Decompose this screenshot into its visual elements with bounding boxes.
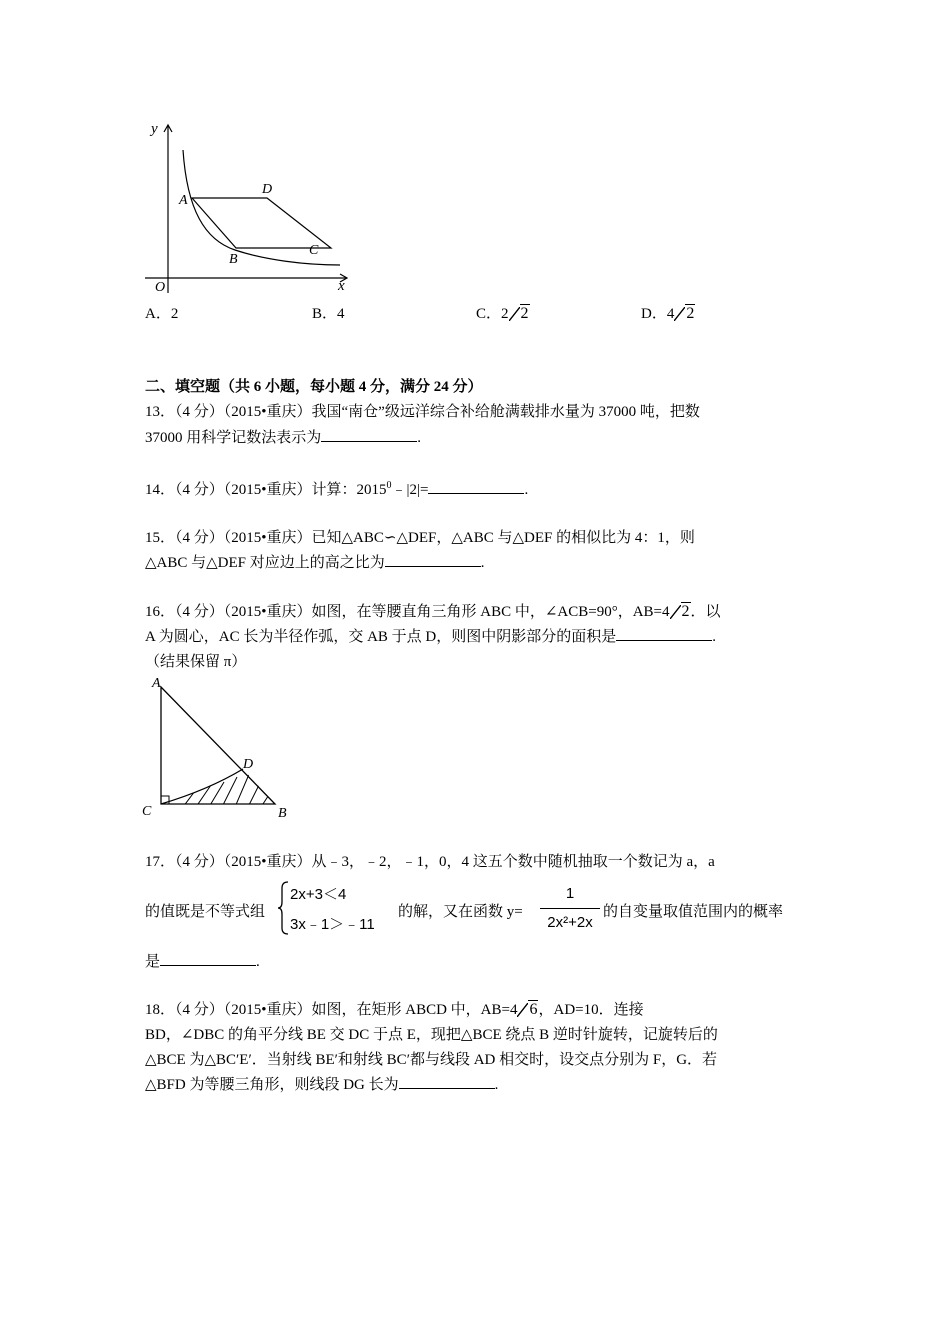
q17-line2-mid: 的解，又在函数 y= (398, 904, 523, 920)
sqrt-symbol: 2 (674, 305, 695, 323)
sqrt-symbol: 2 (670, 603, 691, 621)
answer-blank (399, 1074, 495, 1089)
answer-blank (321, 427, 417, 442)
origin-label: O (155, 280, 166, 295)
q13-line1: 13．（4 分）（2015•重庆）我国“南仓”级远洋综合补给舱满载排水量为 37000 吨，把数 (145, 404, 700, 420)
answer-blank (160, 951, 256, 966)
choice-b: B．4 (312, 306, 345, 322)
point-c-label: C (142, 804, 152, 819)
choice-a: A．2 (145, 306, 179, 322)
q16-line3: （结果保留 π） (145, 654, 247, 670)
q15-line1: 15．（4 分）（2015•重庆）已知△ABC∽△DEF，△ABC 与△DEF 的相似比为 4：1，则 (145, 530, 695, 546)
point-d-label: D (243, 757, 254, 772)
q18-line4: △BFD 为等腰三角形，则线段 DG 长为 . (145, 1073, 498, 1094)
q17-line1: 17．（4 分）（2015•重庆）从﹣3，﹣2，﹣1，0，4 这五个数中随机抽取一个数记为 a，a (145, 854, 715, 870)
figure-hyperbola-parallelogram (135, 115, 355, 295)
q18-line1: 18．（4 分）（2015•重庆）如图，在矩形 ABCD 中，AB=4 6，AD=10．连接 (145, 1001, 644, 1018)
y-axis-label: y (151, 121, 158, 137)
section-title: 二、填空题（共 6 小题，每小题 4 分，满分 24 分） (145, 379, 483, 395)
point-d-label: D (262, 182, 273, 197)
choice-d: D．4 2 (641, 305, 695, 322)
q18-line2: BD，∠DBC 的角平分线 BE 交 DC 于点 E，现把△BCE 绕点 B 逆时针旋转，记旋转后的 (145, 1027, 718, 1043)
q17-line3: 是 . (145, 950, 260, 971)
inequality-2: 3x﹣1＞﹣11 (290, 916, 375, 933)
system-brace (278, 880, 290, 936)
fraction-denominator: 2x²+2x (547, 914, 593, 931)
fraction-bar (540, 908, 600, 909)
q17-line2-start: 的值既是不等式组 (145, 904, 266, 920)
point-b-label: B (229, 252, 238, 267)
figure-triangle-arc (138, 672, 298, 827)
q13-line2: 37000 用科学记数法表示为 . (145, 426, 421, 447)
point-a-label: A (179, 193, 188, 208)
q16-line1: 16．（4 分）（2015•重庆）如图，在等腰直角三角形 ABC 中，∠ACB=90°，AB=4 2．以 (145, 603, 721, 620)
q16-line2: A 为圆心，AC 长为半径作弧，交 AB 于点 D，则图中阴影部分的面积是 . (145, 625, 716, 646)
point-c-label: C (309, 243, 319, 258)
answer-blank (428, 479, 524, 494)
point-b-label: B (278, 806, 287, 821)
answer-blank (616, 626, 712, 641)
choice-c: C．2 2 (476, 305, 529, 322)
q17-line2-end: 的自变量取值范围内的概率 (603, 904, 784, 920)
sqrt-symbol: 2 (509, 305, 530, 323)
inequality-1: 2x+3＜4 (290, 886, 347, 903)
q14-line: 14．（4 分）（2015•重庆）计算：$2015^0﹣|2|=$ . (145, 480, 529, 498)
fraction-numerator: 1 (565, 885, 575, 902)
q18-line3: △BCE 为△BC′E′．当射线 BE′和射线 BC′都与线段 AD 相交时，设交点分别为 F，G．若 (145, 1052, 718, 1068)
q15-line2: △ABC 与△DEF 对应边上的高之比为 . (145, 551, 485, 572)
sqrt-symbol: 6 (517, 1001, 538, 1019)
point-a-label: A (152, 676, 161, 691)
answer-blank (385, 552, 481, 567)
x-axis-label: x (338, 278, 345, 294)
